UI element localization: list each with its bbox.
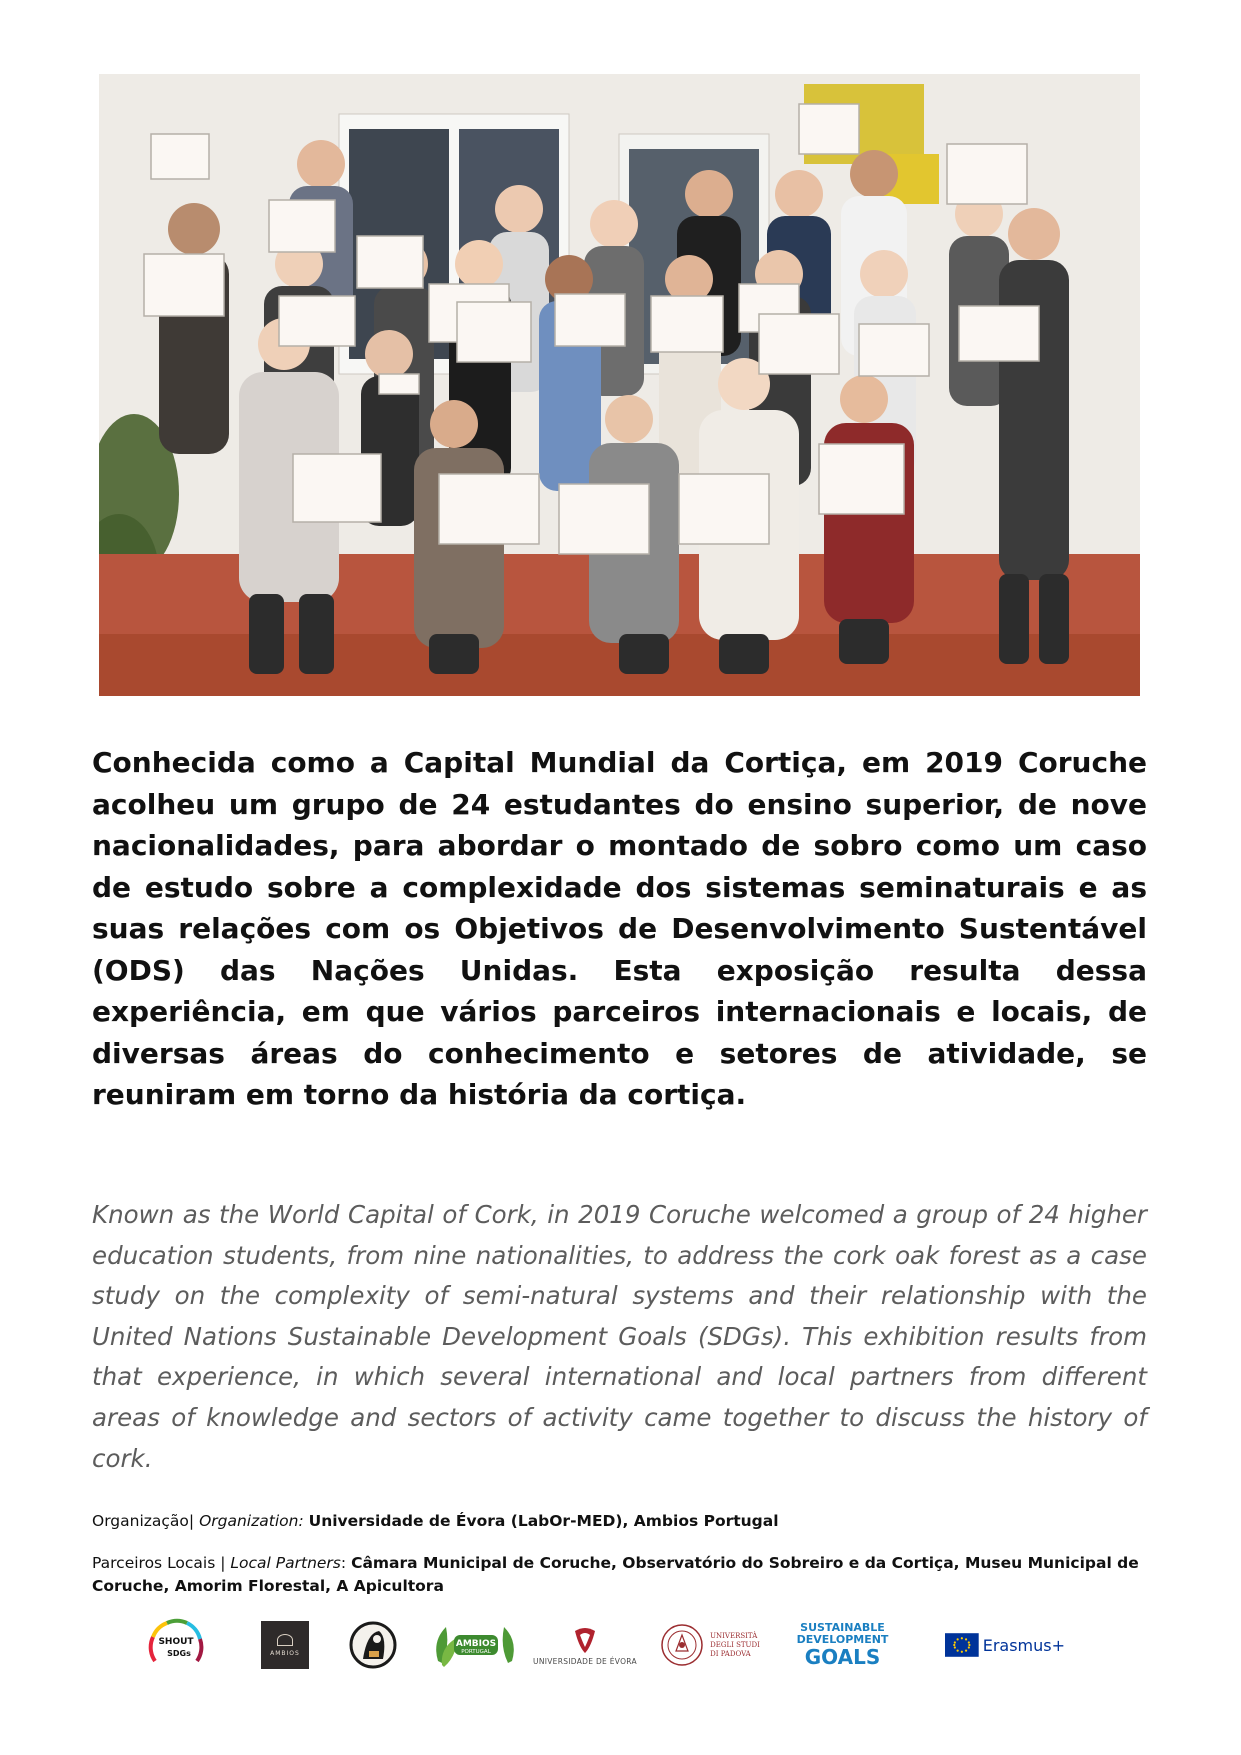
- evora-emblem-icon: [571, 1625, 599, 1655]
- shout-text: SHOUT: [158, 1637, 194, 1647]
- ambios-pt-line1: AMBIOS: [455, 1639, 497, 1649]
- padova-seal-icon: [660, 1623, 704, 1667]
- leaf-icon: [277, 1634, 293, 1646]
- partners-label-en: Local Partners: [230, 1554, 341, 1572]
- sdg-line2: DEVELOPMENT: [796, 1633, 889, 1646]
- english-paragraph: Known as the World Capital of Cork, in 2019 Coruche welcomed a group of 24 higher education students, from nine nationalities, to address the cork oak forest as a case study on the complexity of semi-natural systems and their relationship with the United Nations Sustainable Development Goals (SDGs). This exhibition results from that experience, in which several international and local partners from different areas of knowledge and sectors of activity came together to discuss the history of cork.: [92, 1200, 1147, 1473]
- eu-flag-icon: [945, 1631, 979, 1659]
- erasmus-logo: [945, 1617, 1065, 1673]
- ambios-portugal-logo: [430, 1617, 520, 1673]
- ambios-square-logo: [260, 1617, 310, 1673]
- evora-text: UNIVERSIDADE DE ÉVORA: [533, 1656, 637, 1666]
- ambios-pt-line2: PORTUGAL: [461, 1649, 491, 1655]
- padova-text-block: [710, 1632, 760, 1659]
- apicultora-seal-logo: [345, 1617, 401, 1673]
- ambios-square: [261, 1621, 309, 1669]
- ambios-small-text: AMBIOS: [270, 1649, 300, 1657]
- portuguese-paragraph: Conhecida como a Capital Mundial da Cortiça, em 2019 Coruche acolheu um grupo de 24 estudantes do ensino superior, de nove nacionalidades, para abordar o montado de sobro como um caso de estudo sobre a complexidade dos sistemas seminaturais e as suas relações com os Objetivos de Desenvolvimento Sustentável (ODS) das Nações Unidas. Esta exposição resulta dessa experiência, em que vários parceiros internacionais e locais, de diversas áreas do conhecimento e setores de atividade, se reuniram em torno da história da cortiça.: [92, 746, 1147, 1111]
- organization-value: Universidade de Évora (LabOr-MED), Ambios Portugal: [308, 1512, 779, 1530]
- padova-line2: DEGLI STUDI: [710, 1640, 760, 1649]
- sdg-line1: SUSTAINABLE: [800, 1621, 885, 1634]
- sdg-logo: [790, 1617, 895, 1673]
- partners-colon: :: [340, 1554, 347, 1572]
- organization-label-pt: Organização|: [92, 1512, 195, 1530]
- organization-label-en: Organization:: [199, 1512, 304, 1530]
- partners-credit: [92, 1552, 1147, 1598]
- bee-seal-icon: [349, 1619, 397, 1671]
- partner-logos: [140, 1617, 1140, 1677]
- evora-logo: [525, 1617, 645, 1673]
- sdg-goals-row: [805, 1646, 881, 1668]
- partners-value: Câmara Municipal de Coruche, Observatório do Sobreiro e da Cortiça, Museu Municipal de Coruche, Amorim Florestal, A Apicultora: [92, 1554, 1139, 1595]
- sdg-line3: GOALS: [804, 1645, 881, 1669]
- shout-sdgs-logo: [145, 1617, 207, 1673]
- padova-line1: UNIVERSITÀ: [710, 1631, 758, 1640]
- organization-credit: [92, 1510, 1147, 1533]
- group-photo: [99, 74, 1140, 696]
- ambios-portugal-emblem: [430, 1617, 520, 1673]
- group-photo-illustration: [99, 74, 1140, 696]
- erasmus-text: Erasmus+: [982, 1635, 1065, 1655]
- padova-logo: [650, 1617, 770, 1673]
- sdgs-text: SDGs: [167, 1649, 191, 1658]
- padova-line3: DI PADOVA: [710, 1649, 751, 1658]
- shout-sdgs-emblem: [145, 1617, 207, 1673]
- partners-label-pt: Parceiros Locais |: [92, 1554, 226, 1572]
